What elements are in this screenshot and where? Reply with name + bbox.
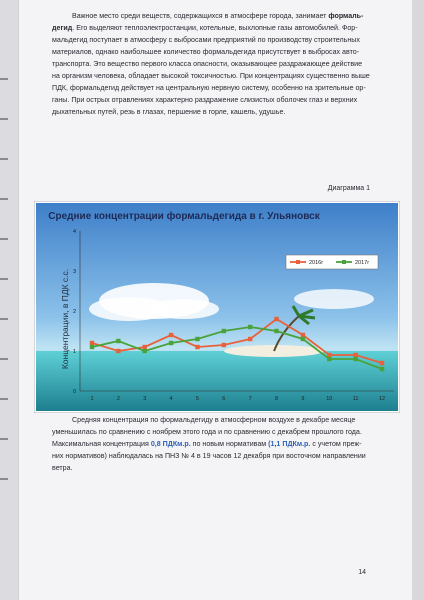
y-tick-label: 0 [72, 389, 76, 395]
x-tick-label: 12 [378, 396, 386, 402]
x-tick-label: 6 [222, 396, 226, 402]
binder-tick [0, 238, 8, 240]
cloud-shape [294, 289, 374, 309]
x-tick-label: 8 [275, 396, 279, 402]
data-point [274, 317, 278, 321]
text-line: мальдегид поступает в атмосферу с выбросами предприятий по производству строительных [52, 36, 360, 44]
x-tick-label: 11 [352, 396, 359, 402]
y-axis-label: Концентрации, в ПДК с.с. [60, 268, 70, 370]
data-point [327, 353, 331, 357]
data-point [195, 345, 199, 349]
data-point [353, 353, 357, 357]
binder-tick [0, 358, 8, 360]
highlight-value: 0,8 ПДКм.р. [150, 440, 191, 448]
text-line: на организм человека, обладает высокой токсичностью. При концентрациях существенно выше [52, 72, 370, 80]
text-line: них нормативов) наблюдалась на ПНЗ № 4 в 19 часов 12 декабря при восточном направлении [52, 452, 366, 460]
binder-tick [0, 78, 8, 80]
data-point [248, 337, 252, 341]
text-line [52, 22, 408, 34]
binder-tick [0, 438, 8, 440]
binder-tick [0, 398, 8, 400]
data-point [301, 337, 305, 341]
text-span: по новым нормативам [190, 440, 269, 448]
text-line: ветра. [52, 464, 73, 472]
text-span: Важное место среди веществ, содержащихся в атмосфере города, занимает [72, 12, 329, 20]
y-tick-label: 2 [72, 309, 76, 315]
x-tick-label: 1 [90, 396, 94, 402]
text-line [52, 438, 402, 450]
x-tick-label: 3 [143, 396, 147, 402]
data-point [116, 349, 120, 353]
binder-tick [0, 118, 8, 120]
data-point [143, 345, 147, 349]
data-point [327, 357, 331, 361]
binder-tick [0, 198, 8, 200]
text-span: Максимальная концентрация [52, 440, 151, 448]
binder-tick [0, 278, 8, 280]
data-point [380, 367, 384, 371]
data-point [143, 349, 147, 353]
x-tick-label: 10 [326, 396, 333, 402]
binder-tick [0, 478, 8, 480]
data-point [301, 333, 305, 337]
summary-paragraph [52, 414, 402, 474]
x-tick-label: 2 [116, 396, 120, 402]
text-line: дыхательных путей, резь в глазах, першение в горле, кашель, удушье. [52, 108, 286, 116]
data-point [248, 325, 252, 329]
x-tick-label: 7 [248, 396, 252, 402]
text-line: уменьшилась по сравнению с ноябрем этого года и по сравнению с декабрем прошлого года. [52, 428, 362, 436]
document-page [18, 0, 412, 600]
text-line: Средняя концентрация по формальдегиду в атмосферном воздухе в декабре месяце [72, 416, 356, 424]
right-edge-strip [412, 0, 424, 600]
text-span: с учетом преж- [310, 440, 362, 448]
bold-term: формаль- [328, 12, 364, 20]
diagram-label: Диаграмма 1 [327, 185, 370, 192]
text-line: ганы. При острых отравлениях характерно раздражение слизистых оболочек глаз и верхних [52, 96, 358, 104]
legend-marker [296, 260, 300, 264]
chart-title: Средние концентрации формальдегида в г. Ульяновск [48, 211, 320, 222]
highlight-value: (1,1 ПДКм.р. [268, 440, 311, 448]
x-tick-label: 9 [301, 396, 305, 402]
chart-background-sea [36, 351, 398, 411]
binder-strip [0, 0, 18, 600]
binder-tick [0, 158, 8, 160]
data-point [169, 341, 173, 345]
y-tick-label: 3 [72, 269, 76, 275]
data-point [169, 333, 173, 337]
data-point [90, 341, 94, 345]
text-line [52, 10, 408, 22]
text-line: транспорта. Это вещество первого класса опасности, оказывающее раздражающее действие [52, 60, 363, 68]
data-point [116, 339, 120, 343]
binder-tick [0, 318, 8, 320]
data-point [380, 361, 384, 365]
data-point [195, 337, 199, 341]
cloud-shape [149, 299, 219, 319]
legend-label: 2017г [355, 260, 370, 266]
legend-marker [342, 260, 346, 264]
data-point [353, 357, 357, 361]
legend-label: 2016г [309, 260, 324, 266]
intro-paragraph [52, 10, 408, 118]
text-line: материалов, однако наибольшее количество формальдегида присутствует в выбросах авто- [52, 48, 360, 56]
y-tick-label: 4 [72, 229, 76, 235]
data-point [90, 345, 94, 349]
formaldehyde-chart [34, 201, 400, 413]
text-line: ПДК, формальдегид действует на центральную нервную систему, особенно на зрительные ор- [52, 84, 366, 92]
x-tick-label: 5 [195, 396, 199, 402]
page-number: 14 [358, 569, 366, 576]
data-point [274, 329, 278, 333]
y-tick-label: 1 [72, 349, 76, 355]
x-tick-label: 4 [169, 396, 173, 402]
data-point [222, 329, 226, 333]
bold-term: дегид [52, 24, 73, 32]
text-span: . Его выделяют теплоэлектростанции, котельные, выхлопные газы автомобилей. Фор- [72, 24, 358, 32]
data-point [222, 343, 226, 347]
